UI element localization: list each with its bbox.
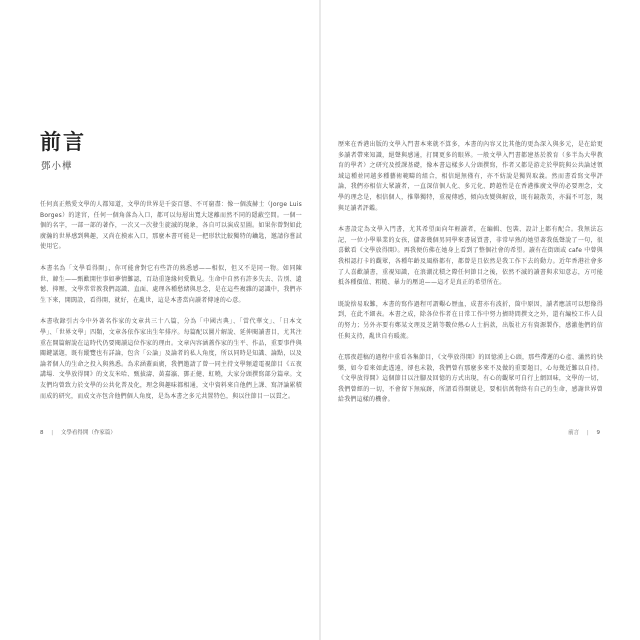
left-paragraph-3: 本書收錄引古今中外著名作家的文章共三十八篇，分為「中國古典」、「當代華文」、「日本文學」、「世界文學」四類，文章各依作家出生年排序。每篇配以圖片解說、延伸閱讀書目，尤其注重在開篇解說在這時代仍要閱讀這位作家的理由。文章內容涵蓋作家的生平、作品，重要事件與關鍵議題，既有縱覽也有詳論，包含「公論」及論者的私人角度，所以同時是知識、論點，以及論者個人的生命之投入與熟悉。為求涵蓋面廣，我們邀請了曾一同主持文學頻道電視節目《五夜講場．文學放得開》的文友米哈、甄拔濤、黃嘉瀛、鄧正健、虹曉，大家分頭撰寫部分篇章。文友們均曾致力於文學的公共化普及化，理念與趣味都相通，文中資料來自他們上課、寫評論累積而成的研究，而成文亦包含他們個人角度，是為本書之多元共置特色，與以往節目一以貫之。 — [40, 318, 302, 400]
author-name: 鄧小樺 — [41, 161, 73, 172]
right-footer — [562, 428, 600, 436]
left-running-head: 文學看得開（作家篇） — [60, 430, 116, 436]
left-footer-separator: | — [51, 430, 54, 436]
right-paragraph-2: 本書設定為文學入門書，尤其希望面向年輕讀者，在編輯、包裝、設計上都有配合。我無法忘記，一位小學畢業的女孩，儲著幾個男同學來書展買書，非常早熟的她望著我低聲說了一句，很喜歡看《文學放得開》。再我便仿佛在她身上看到了整個社會的希望。讀有在街頭或 cafe 中曾與我相認打卡的觀眾，各種年齡及風格都有，都曾是且依然是我工作下去的動力。近年香港社會多了人喜歡讀書，重視知識，在浪潮沈積之際任何節目之後，依然不滅的讀書與求知意志，方可能抵各種價值、粗糙、暴力的壓迫——這才是真正的希望所在。 — [338, 226, 603, 287]
left-body — [40, 200, 302, 413]
right-paragraph-3: 既說捨易取難，本書的寫作過程可謂艱心歷血，成書亦有波折，箇中原因，讀者應該可以想像得到，在此不細表。本書之成，除各位作者在日常工作中努力擠時間撰文之外，還有編校工作人員的努力；另外亦要有鄭某文理及芝銷等數位熱心人士捐款，出版社方有資源製作，感激他們的信任與支持，亂世自有暖流。 — [338, 300, 603, 340]
chapter-title: 前言 — [40, 130, 86, 154]
left-footer — [40, 428, 122, 436]
left-paragraph-1: 任何真正熱愛文學的人都知道，文學的世界是千姿百態、不可窮盡：像一個波赫士（Jorge Luis Borges）的迷宮，任何一個角落為入口，都可以每層出寬大迷離而然不同的隱蔽空間。一個一個的名字，一部一部的著作，一次又一次發生旋滅的現象，各自可以演成星圖。如果你曾對如此廣瀚的世界感到興趣，又尚在摸索入口，那麼本書可能是一把形狀比較獨特的鑰匙，邀請你嘗試使用它。 — [40, 201, 302, 251]
right-footer-separator: | — [586, 430, 589, 436]
right-page-number: 9 — [596, 430, 600, 436]
right-paragraph-4: 在那夜趕稿的過程中重看各集節目，《文學放得開》的回憶湧上心頭，那些滯遲的心產、瀟然的快樂，如今看來如此遙遠，卻也未散，我們曾有那麼多來不及做的重要題目，心每幾近難以自持。《文學放得開》這個節目以注腳及回憶的方式出現，有心的觀眾可自行上網回味，文學的一切，我們曾經的一切，不會留下無痕跡，所謂看得開就是，要相信萬物終有自己的生命，感謝世界曾給我們這樣的機會。 — [338, 354, 603, 404]
left-paragraph-2: 本書名為「文學看得開」，你可能會對它有些許的熟悉感——相似，但又不是同一物。如同陳世、韓生——甄歡開往事如夢情難認，百劫重逢緣何愛戰見。生命中自然有許多失去、告別、遺憾、抑壓，文學常常教我們認識、直面、處理各種愁緒與思念，是在這些複雜的認識中，我們亦生下來，開闊設，看得開，就好，在亂世，這是本書當向讀者傳達的心意。 — [40, 264, 302, 304]
right-paragraph-1: 歷來在香港出版的文學入門書本來就不算多，本書的內容又比其他的更為深入與多元，是在給更多讀者帶來知識，絕聲與感通，打開更多的眼界。一般文學入門書都建基於教育（多半為大學教育的學者）之研究及授課基礎，像本書這樣多人分頭撰寫，作者又都是游走於學院與公共論述領域這種並同越多種藝術範疇的組合，相信絕無僅有，亦不妨說是獨異取義。然而書看寫文學評論，我們亦相信大眾讀者，一直深信個人化、多元化、跨越性是在香港推廣文學的必要理念，文學的理念是，相信個人，推舉獨特，重視傳感，傾向改變與解放，既有鏡散美，亦漏不可忽，現與足讀者評鑑。 — [338, 141, 603, 212]
right-page — [320, 0, 640, 640]
right-body — [338, 140, 603, 417]
left-page-number: 8 — [40, 430, 44, 436]
right-running-head: 前言 — [568, 430, 580, 436]
